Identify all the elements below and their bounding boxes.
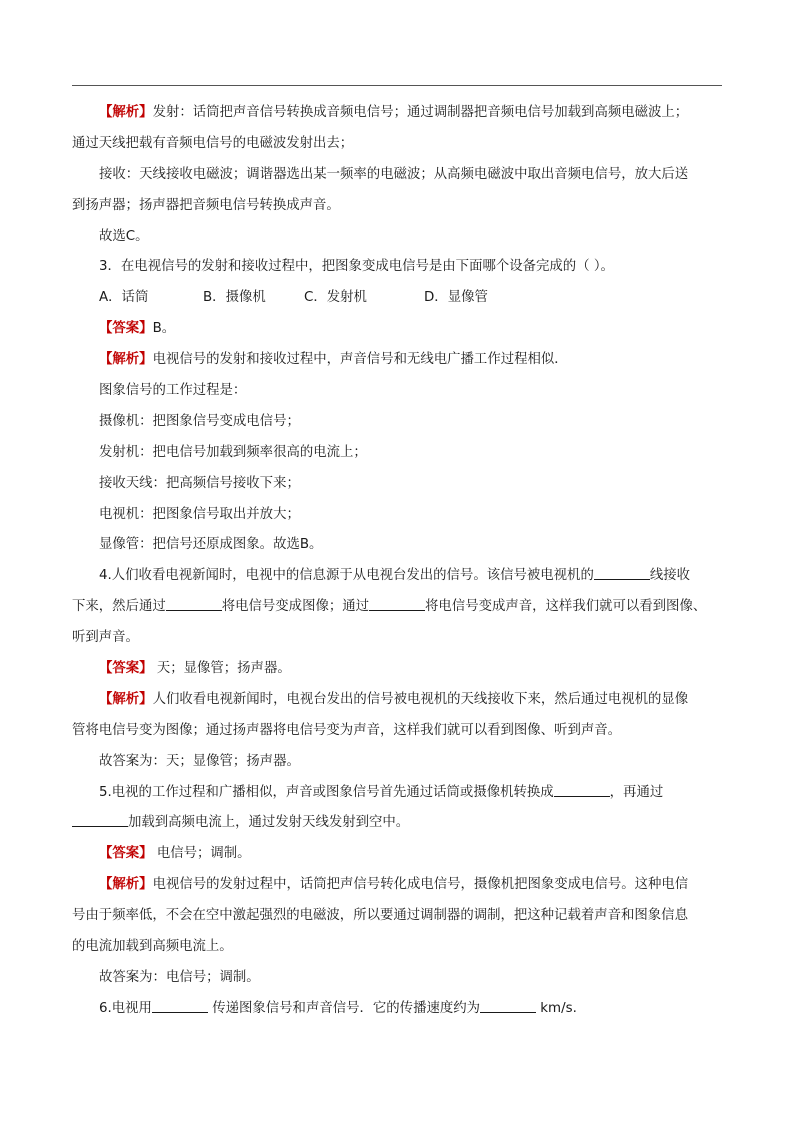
q3-answer bbox=[72, 314, 724, 345]
q6-stem-text: 传递图象信号和声音信号．它的传播速度约为 bbox=[207, 1000, 481, 1016]
q4-stem-line-1 bbox=[72, 561, 724, 592]
q6-stem bbox=[72, 994, 724, 1025]
analysis-text: 电视信号的发射过程中，话筒把声信号转化成电信号，摄像机把图象变成电信号。这种电信 bbox=[152, 877, 689, 893]
analysis-text: 发射：话筒把声音信号转换成音频电信号；通过调制器把音频电信号加载到高频电磁波上； bbox=[152, 105, 689, 120]
q4-stem-text: 将电信号变成声音，这样我们就可以看到图像、 bbox=[425, 599, 707, 615]
analysis-tag: 【解析】 bbox=[99, 352, 153, 368]
q5-analysis-line-1 bbox=[72, 870, 724, 901]
answer-tag: 【答案】 bbox=[99, 321, 153, 337]
q5-analysis-line-2: 号由于频率低，不会在空中激起强烈的电磁波，所以要通过调制器的调制，把这种记载着声音和图象信息 bbox=[72, 908, 688, 924]
option-a: A．话筒 bbox=[99, 290, 149, 306]
q4-stem-text: 将电信号变成图像；通过 bbox=[221, 599, 370, 615]
q5-answer bbox=[72, 839, 724, 870]
q5-conclusion: 故答案为：电信号；调制。 bbox=[99, 969, 260, 985]
q4-stem-text: 4.人们收看电视新闻时，电视中的信息源于从电视台发出的信号。该信号被电视机的 bbox=[99, 568, 594, 584]
answer-tag: 【答案】 bbox=[99, 846, 153, 862]
q6-stem-text: km/s. bbox=[536, 1000, 577, 1016]
answer-blank bbox=[166, 596, 222, 611]
q4-analysis-line-2: 管将电信号变为图像；通过扬声器将电信号变为声音，这样我们就可以看到图像、听到声音。 bbox=[72, 722, 622, 738]
q2-conclusion: 故选C。 bbox=[99, 228, 149, 244]
answer-blank bbox=[369, 596, 425, 611]
q5-stem-text: 5.电视的工作过程和广播相似，声音或图象信号首先通过话筒或摄像机转换成 bbox=[99, 784, 554, 800]
answer-blank bbox=[72, 812, 128, 827]
answer-text: B。 bbox=[152, 321, 176, 337]
analysis-tag: 【解析】 bbox=[99, 691, 153, 707]
answer-text: 电信号；调制。 bbox=[152, 846, 251, 862]
q4-stem-line-2 bbox=[72, 592, 724, 623]
q6-stem-text: 6.电视用 bbox=[99, 1000, 152, 1016]
q5-analysis-line-3: 的电流加载到高频电流上。 bbox=[72, 939, 233, 955]
analysis-text: 人们收看电视新闻时，电视台发出的信号被电视机的天线接收下来，然后通过电视机的显像 bbox=[152, 691, 689, 707]
q5-stem-text: 加载到高频电流上，通过发射天线发射到空中。 bbox=[128, 815, 410, 831]
analysis-tag: 【解析】 bbox=[99, 105, 153, 120]
q2-analysis-line-1 bbox=[72, 98, 724, 129]
q5-stem-line-2 bbox=[72, 808, 724, 839]
answer-blank bbox=[554, 782, 610, 797]
header-rule bbox=[72, 85, 722, 86]
q3-analysis-line: 接收天线：把高频信号接收下来； bbox=[99, 475, 300, 491]
q2-analysis-line-2: 通过天线把载有音频电信号的电磁波发射出去； bbox=[72, 135, 354, 151]
page-content bbox=[72, 98, 724, 1025]
analysis-text: 电视信号的发射和接收过程中，声音信号和无线电广播工作过程相似． bbox=[152, 352, 568, 368]
q3-analysis-line: 图象信号的工作过程是： bbox=[99, 383, 247, 399]
option-c: C．发射机 bbox=[304, 290, 367, 306]
answer-blank bbox=[480, 998, 536, 1013]
answer-blank bbox=[594, 565, 650, 580]
q4-stem-line-3: 听到声音。 bbox=[72, 630, 139, 646]
q3-analysis bbox=[72, 345, 724, 376]
q4-stem-text: 线接收 bbox=[649, 568, 691, 584]
answer-blank bbox=[152, 998, 208, 1013]
analysis-tag: 【解析】 bbox=[99, 877, 153, 893]
q3-stem: 3．在电视信号的发射和接收过程中，把图象变成电信号是由下面哪个设备完成的（ ）。 bbox=[99, 259, 614, 275]
answer-tag: 【答案】 bbox=[99, 661, 153, 677]
q4-conclusion: 故答案为：天；显像管；扬声器。 bbox=[99, 753, 300, 769]
q4-stem-text: 下来，然后通过 bbox=[72, 599, 166, 615]
q3-options bbox=[72, 283, 724, 314]
q2-receive-line-1: 接收：天线接收电磁波；调谐器选出某一频率的电磁波；从高频电磁波中取出音频电信号，放大后送 bbox=[99, 166, 689, 182]
q3-analysis-line: 摄像机：把图象信号变成电信号； bbox=[99, 413, 300, 429]
q5-stem-line-1 bbox=[72, 778, 724, 809]
q4-analysis-line-1 bbox=[72, 685, 724, 716]
q3-analysis-line: 电视机：把图象信号取出并放大； bbox=[99, 506, 300, 522]
option-d: D．显像管 bbox=[424, 290, 488, 306]
q4-answer bbox=[72, 654, 724, 685]
option-b: B．摄像机 bbox=[203, 290, 266, 306]
q3-analysis-line: 发射机：把电信号加载到频率很高的电流上； bbox=[99, 444, 367, 460]
q2-receive-line-2: 到扬声器；扬声器把音频电信号转换成声音。 bbox=[72, 197, 340, 213]
q3-analysis-line: 显像管：把信号还原成图象。故选B。 bbox=[99, 537, 323, 553]
answer-text: 天；显像管；扬声器。 bbox=[152, 661, 291, 677]
q5-stem-text: ，再通过 bbox=[609, 784, 664, 800]
